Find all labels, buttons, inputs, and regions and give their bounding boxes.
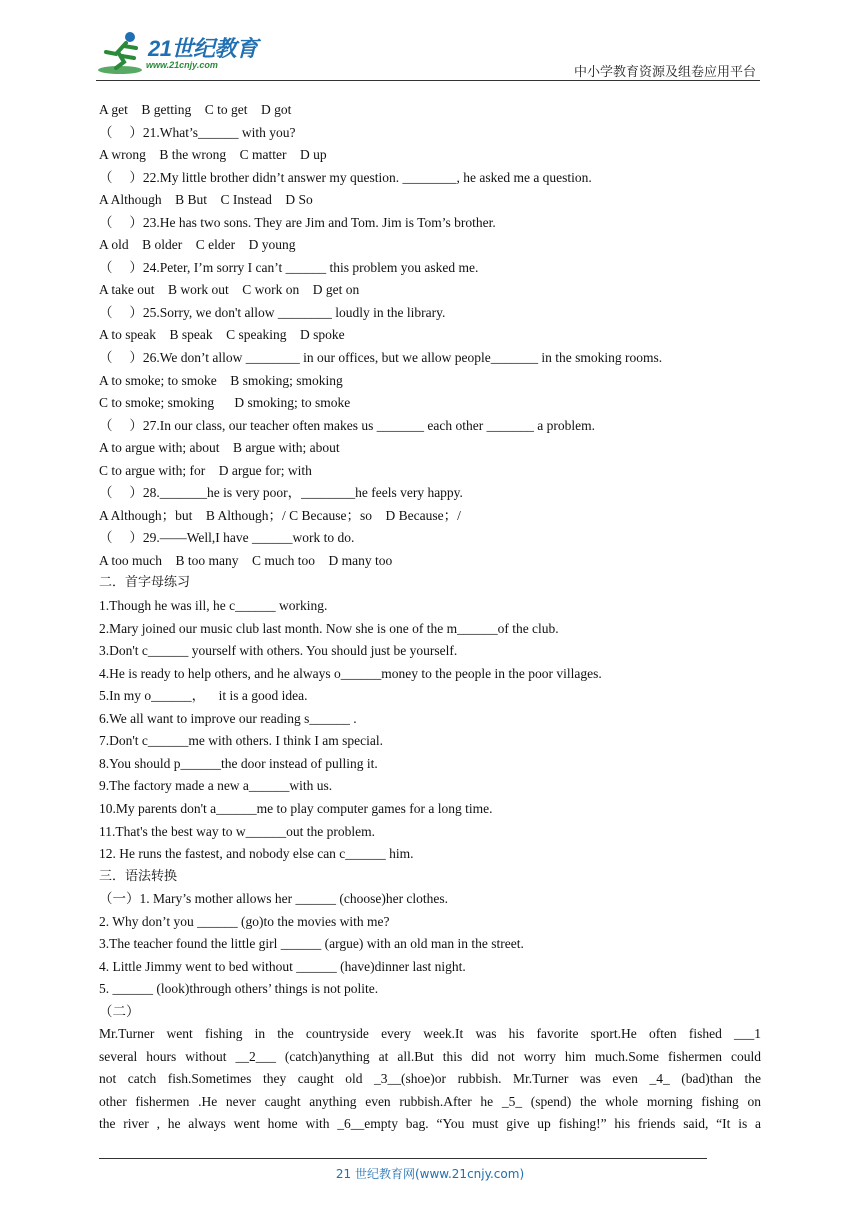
- question-29: （ ）29.——Well,I have ______work to do.: [99, 530, 355, 546]
- section-heading-3: 三．语法转换: [99, 868, 178, 884]
- question-27: （ ）27.In our class, our teacher often makes us _______ each other _______ a problem.: [99, 417, 595, 433]
- section-heading-2: 二．首字母练习: [99, 575, 191, 591]
- page-header: [96, 30, 760, 80]
- options-22: A Although B But C Instead D So: [99, 192, 313, 208]
- options-26-ab: A to smoke; to smoke B smoking; smoking: [99, 372, 343, 388]
- question-21: （ ）21.What’s______ with you?: [99, 124, 296, 140]
- logo-url: www.21cnjy.com: [146, 60, 218, 70]
- header-platform-name: 中小学教育资源及组卷应用平台: [573, 65, 756, 80]
- site-logo: [96, 30, 266, 78]
- question-24: （ ）24.Peter, I’m sorry I can’t ______ this problem you asked me.: [99, 259, 479, 275]
- options-26-cd: C to smoke; smoking D smoking; to smoke: [99, 395, 351, 411]
- header-divider: [96, 80, 760, 81]
- initial-letter-1: 1.Though he was ill, he c______ working.: [99, 598, 328, 614]
- initial-letter-9: 9.The factory made a new a______with us.: [99, 778, 333, 794]
- exercise-content: [99, 99, 761, 1023]
- grammar-1: （一）1. Mary’s mother allows her ______ (choose)her clothes.: [99, 891, 449, 907]
- logo-text: 21世纪教育: [148, 36, 258, 61]
- options-25: A to speak B speak C speaking D spoke: [99, 327, 345, 343]
- grammar-4: 4. Little Jimmy went to bed without ______ (have)dinner last night.: [99, 958, 466, 974]
- grammar-3: 3.The teacher found the little girl ______ (argue) with an old man in the street.: [99, 936, 524, 952]
- question-28: （ ）28._______he is very poor，________he feels very happy.: [99, 485, 463, 501]
- subsection-heading: （二）: [99, 1003, 140, 1019]
- initial-letter-10: 10.My parents don't a______me to play computer games for a long time.: [99, 800, 493, 816]
- options-27-cd: C to argue with; for D argue for; with: [99, 462, 312, 478]
- options-28: A Although；but B Although；/ C Because；so D Because；/: [99, 507, 461, 523]
- passage-line: Mr.Turner went fishing in the countryside every week.It was his favorite sport.He often fished ___1: [99, 1026, 761, 1041]
- options-29: A too much B too many C much too D many too: [99, 552, 393, 568]
- options-23: A old B older C elder D young: [99, 237, 296, 253]
- question-23: （ ）23.He has two sons. They are Jim and Tom. Jim is Tom’s brother.: [99, 214, 496, 230]
- passage-line: not catch fish.Sometimes they caught old _3__(shoe)or rubbish. Mr.Turner was even _4_ (bad)than the: [99, 1071, 761, 1086]
- initial-letter-4: 4.He is ready to help others, and he always o______money to the people in the poor villages.: [99, 665, 602, 681]
- cloze-passage: [99, 1023, 761, 1136]
- initial-letter-3: 3.Don't c______ yourself with others. You should just be yourself.: [99, 643, 458, 659]
- grammar-2: 2. Why don’t you ______ (go)to the movies with me?: [99, 913, 390, 929]
- passage-line: the river , he always went home with _6__empty bag. “You must give up fishing!” his friends said, “It is a: [99, 1116, 761, 1131]
- text-line: A get B getting C to get D got: [99, 102, 292, 117]
- options-24: A take out B work out C work on D get on: [99, 282, 360, 298]
- question-25: （ ）25.Sorry, we don't allow ________ loudly in the library.: [99, 304, 446, 320]
- runner-logo-icon: [96, 30, 152, 76]
- options-21: A wrong B the wrong C matter D up: [99, 147, 327, 163]
- footer-text: 21 世纪教育网(www.21cnjy.com): [335, 1167, 525, 1181]
- initial-letter-7: 7.Don't c______me with others. I think I am special.: [99, 733, 384, 749]
- options-27-ab: A to argue with; about B argue with; about: [99, 440, 340, 456]
- question-22: （ ）22.My little brother didn’t answer my question. ________, he asked me a question.: [99, 169, 592, 185]
- grammar-5: 5. ______ (look)through others’ things is not polite.: [99, 981, 379, 997]
- initial-letter-2: 2.Mary joined our music club last month. Now she is one of the m______of the club.: [99, 620, 559, 636]
- initial-letter-5: 5.In my o______， it is a good idea.: [99, 688, 308, 704]
- footer-divider: [99, 1158, 707, 1159]
- passage-line: several hours without __2___ (catch)anything at all.But this did not worry him much.Some fishermen could: [99, 1048, 761, 1064]
- initial-letter-8: 8.You should p______the door instead of pulling it.: [99, 755, 378, 771]
- initial-letter-12: 12. He runs the fastest, and nobody else can c______ him.: [99, 846, 414, 862]
- initial-letter-6: 6.We all want to improve our reading s______ .: [99, 710, 357, 726]
- passage-line: other fishermen .He never caught anything even rubbish.After he _5_ (spend) the whole morning fishing on: [99, 1093, 761, 1109]
- initial-letter-11: 11.That's the best way to w______out the problem.: [99, 823, 376, 839]
- question-26: （ ）26.We don’t allow ________ in our offices, but we allow people_______ in the smoking rooms.: [99, 350, 663, 366]
